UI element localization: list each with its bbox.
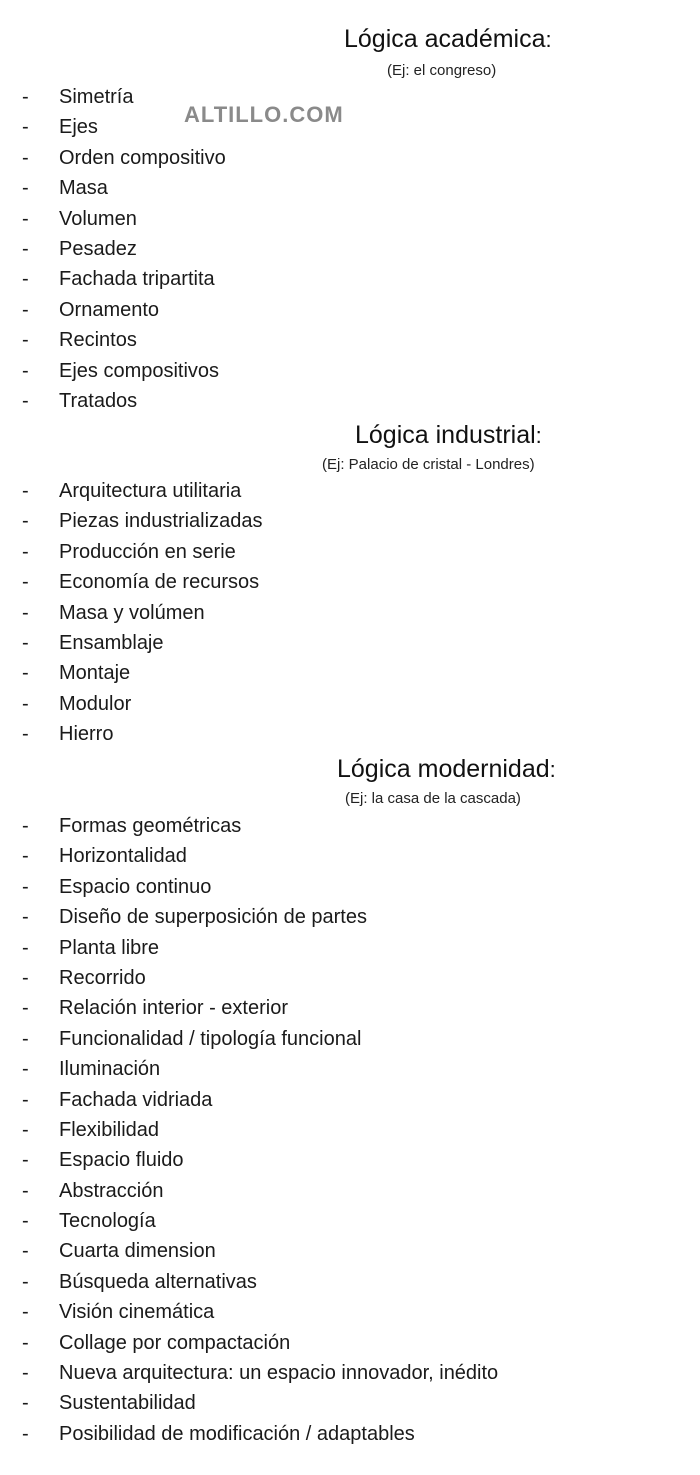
bullet-dash: - [22, 329, 29, 352]
list-item-text: Formas geométricas [59, 815, 242, 837]
list-item-text: Orden compositivo [59, 146, 226, 169]
list-item-text: Pesadez [59, 237, 137, 260]
list-item-text: Ensamblaje [59, 631, 164, 654]
bullet-dash: - [22, 177, 29, 200]
list-item-text: Ejes [59, 116, 98, 139]
section-example: (Ej: Palacio de cristal - Londres) [322, 456, 535, 473]
list-item-text: Hierro [59, 723, 114, 746]
list-item-text: Visión cinemática [59, 1301, 215, 1324]
bullet-dash: - [22, 237, 29, 260]
list-item-text: Producción en serie [59, 540, 236, 563]
list-item-text: Masa y volúmen [59, 601, 205, 624]
bullet-dash: - [22, 815, 29, 837]
bullet-dash: - [22, 601, 29, 624]
bullet-dash: - [22, 631, 29, 654]
list-item-text: Collage por compactación [59, 1331, 291, 1354]
list-item-text: Recorrido [59, 966, 146, 989]
section-title [337, 754, 556, 785]
bullet-dash: - [22, 116, 29, 139]
list-item-text: Fachada vidriada [59, 1088, 213, 1111]
bullet-dash: - [22, 1240, 29, 1263]
section-example: (Ej: la casa de la cascada) [345, 790, 521, 807]
bullet-dash: - [22, 510, 29, 533]
list-item-text: Nueva arquitectura: un espacio innovador, inédito [59, 1362, 499, 1385]
bullet-dash: - [22, 1027, 29, 1050]
bullet-dash: - [22, 146, 29, 169]
section-title-text: Lógica académica [344, 25, 546, 53]
bullet-dash: - [22, 207, 29, 230]
list-item-text: Espacio continuo [59, 875, 212, 898]
bullet-dash: - [22, 480, 29, 502]
list-item-text: Simetría [59, 86, 134, 108]
bullet-dash: - [22, 268, 29, 291]
list-item-text: Piezas industrializadas [59, 510, 263, 533]
bullet-dash: - [22, 845, 29, 868]
section-title [355, 420, 542, 451]
bullet-dash: - [22, 86, 29, 108]
bullet-dash: - [22, 936, 29, 959]
bullet-dash: - [22, 1422, 29, 1445]
list-item-text: Economía de recursos [59, 571, 260, 594]
bullet-dash: - [22, 662, 29, 685]
list-item-text: Abstracción [59, 1179, 164, 1202]
list-item-text: Montaje [59, 662, 131, 685]
bullet-dash: - [22, 1301, 29, 1324]
list-item-text: Diseño de superposición de partes [59, 906, 367, 929]
list-item-text: Ornamento [59, 298, 160, 321]
list-item-text: Cuarta dimension [59, 1240, 216, 1263]
list-item-text: Funcionalidad / tipología funcional [59, 1027, 362, 1050]
list-item-text: Búsqueda alternativas [59, 1270, 257, 1293]
bullet-dash: - [22, 1118, 29, 1141]
bullet-dash: - [22, 359, 29, 382]
bullet-dash: - [22, 571, 29, 594]
bullet-dash: - [22, 1331, 29, 1354]
bullet-dash: - [22, 540, 29, 563]
bullet-dash: - [22, 997, 29, 1020]
watermark-text: ALTILLO.COM [184, 102, 344, 127]
bullet-dash: - [22, 1362, 29, 1385]
section-title-colon: : [535, 423, 542, 448]
list-item-text: Arquitectura utilitaria [59, 480, 242, 502]
bullet-dash: - [22, 966, 29, 989]
list-item-text: Tecnología [59, 1210, 156, 1233]
list-item-text: Sustentabilidad [59, 1392, 196, 1415]
bullet-dash: - [22, 875, 29, 898]
list-item-text: Flexibilidad [59, 1118, 160, 1141]
list-item-text: Tratados [59, 389, 138, 412]
list-item-text: Ejes compositivos [59, 359, 220, 382]
bullet-dash: - [22, 906, 29, 929]
list-item-text: Fachada tripartita [59, 268, 215, 291]
section-title-colon: : [549, 757, 556, 782]
bullet-dash: - [22, 1149, 29, 1172]
list-item-text: Modulor [59, 692, 132, 715]
list-item-text: Volumen [59, 207, 137, 230]
bullet-dash: - [22, 1270, 29, 1293]
bullet-dash: - [22, 723, 29, 746]
bullet-dash: - [22, 1392, 29, 1415]
bullet-dash: - [22, 298, 29, 321]
bullet-dash: - [22, 1088, 29, 1111]
bullet-dash: - [22, 389, 29, 412]
list-item-text: Horizontalidad [59, 845, 187, 868]
bullet-dash: - [22, 1210, 29, 1233]
bullet-dash: - [22, 1179, 29, 1202]
section-title-text: Lógica modernidad [337, 755, 550, 783]
bullet-dash: - [22, 692, 29, 715]
section-title-text: Lógica industrial [355, 421, 536, 449]
section-title-colon: : [545, 27, 552, 52]
list-item-text: Masa [59, 177, 108, 200]
list-item-text: Relación interior - exterior [59, 997, 288, 1020]
bullet-dash: - [22, 1058, 29, 1081]
section-title [344, 24, 552, 55]
section-example: (Ej: el congreso) [387, 62, 497, 79]
list-item-text: Planta libre [59, 936, 160, 959]
list-item-text: Espacio fluido [59, 1149, 184, 1172]
list-item-text: Posibilidad de modificación / adaptables [59, 1422, 415, 1445]
list-item-text: Recintos [59, 329, 137, 352]
list-item-text: Iluminación [59, 1058, 161, 1081]
